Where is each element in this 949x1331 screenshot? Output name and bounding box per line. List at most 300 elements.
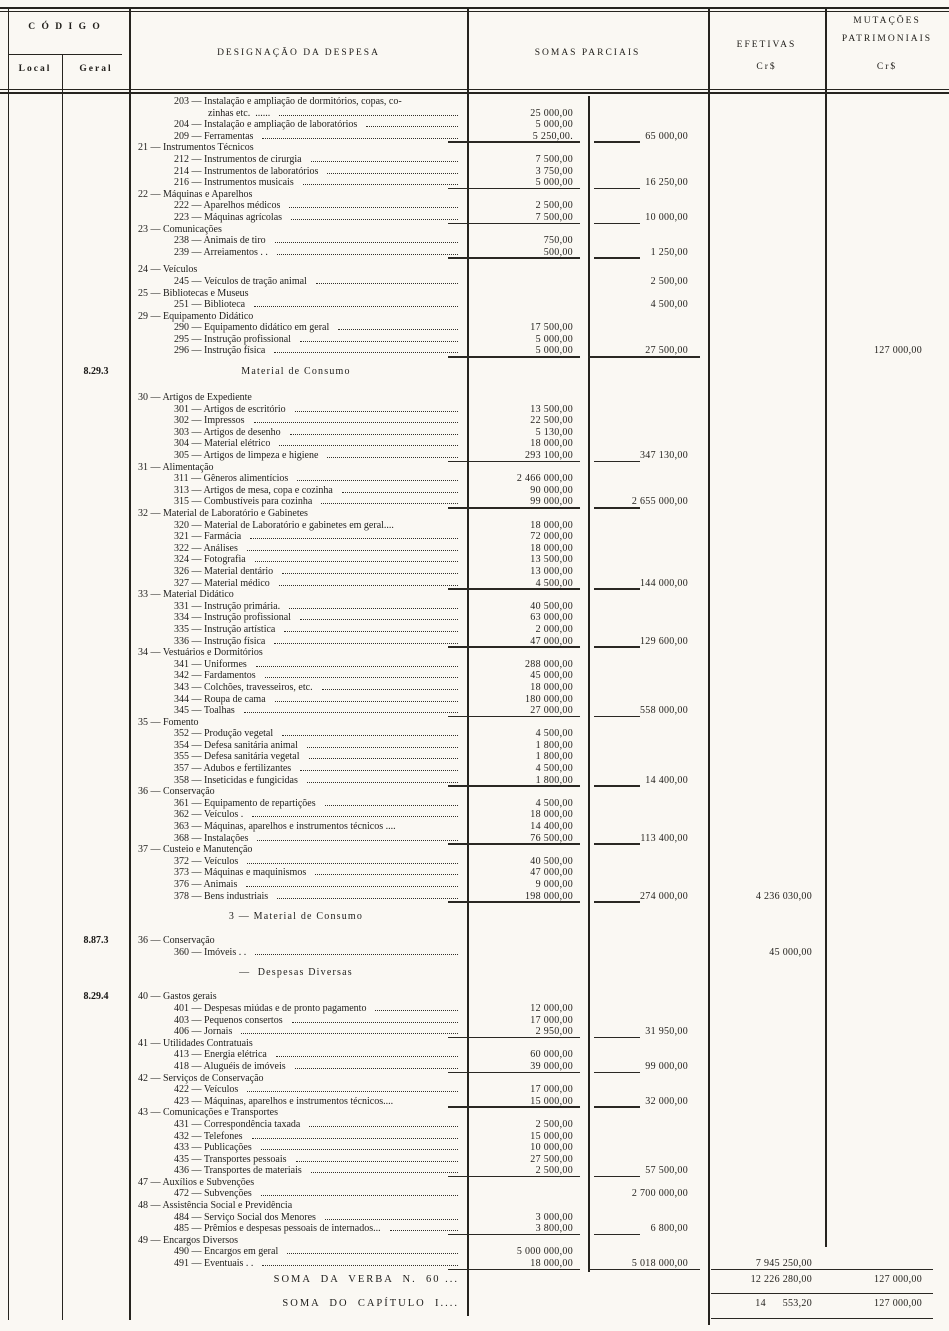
designacao-cell xyxy=(130,578,467,590)
geral-code-cell xyxy=(62,496,130,508)
soma-parcial-subtotal-cell xyxy=(588,415,708,427)
dot-leaders xyxy=(257,840,458,841)
group-separator-rule xyxy=(448,1234,580,1236)
efetivas-cell xyxy=(708,108,825,120)
designacao-cell xyxy=(130,404,467,416)
geral-code-cell xyxy=(62,462,130,474)
efetivas-cell xyxy=(708,508,825,520)
efetivas-cell xyxy=(708,1096,825,1108)
efetivas-cell xyxy=(708,589,825,601)
expense-row xyxy=(0,1142,949,1154)
soma-parcial-subtotal-cell: 4 500,00 xyxy=(650,299,688,311)
expense-label: 324 — Fotografia xyxy=(174,554,246,566)
expense-row xyxy=(0,740,949,752)
local-code-cell xyxy=(0,935,62,947)
designacao-cell xyxy=(130,276,467,288)
soma-parcial-subtotal-cell xyxy=(588,485,708,497)
group-separator-rule xyxy=(594,223,640,225)
expense-row xyxy=(0,670,949,682)
geral-code-cell xyxy=(62,879,130,891)
soma-parcial-cell: 9 000,00 xyxy=(535,879,573,890)
dot-leaders xyxy=(254,306,458,307)
expense-label: 32 — Material de Laboratório e Gabinetes xyxy=(138,508,308,519)
soma-parcial-cell: 1 800,00 xyxy=(535,774,573,786)
efetivas-cell xyxy=(708,334,825,346)
soma-parcial-cell: 750,00 xyxy=(543,235,573,247)
designacao-cell xyxy=(130,235,467,247)
geral-code-cell xyxy=(62,1188,130,1200)
group-separator-rule xyxy=(594,1176,640,1178)
designacao-cell xyxy=(130,508,467,520)
expense-row xyxy=(0,520,949,532)
local-code-cell xyxy=(0,531,62,543)
expense-row xyxy=(0,322,949,334)
local-code-cell xyxy=(0,1270,62,1294)
expense-label: 214 — Instrumentos de laboratórios xyxy=(174,165,319,177)
geral-code-cell xyxy=(62,717,130,729)
expense-label: 33 — Material Didático xyxy=(138,589,234,601)
soma-parcial-cell: 13 000,00 xyxy=(530,565,573,577)
efetivas-cell xyxy=(708,247,825,259)
geral-code-cell xyxy=(62,235,130,247)
soma-parcial-cell: 25 000,00 xyxy=(530,107,573,119)
soma-parcial-cell xyxy=(467,786,588,798)
dot-leaders xyxy=(307,747,458,748)
local-code-cell xyxy=(0,786,62,798)
expense-label: 361 — Equipamento de repartições xyxy=(174,797,316,809)
efetivas-cell xyxy=(708,554,825,566)
designacao-cell xyxy=(130,728,467,740)
soma-parcial-subtotal-cell xyxy=(588,809,708,821)
dot-leaders xyxy=(241,1033,458,1034)
designacao-cell xyxy=(130,200,467,212)
expense-row xyxy=(0,601,949,613)
group-row xyxy=(0,717,949,729)
expense-label: 301 — Artigos de escritório xyxy=(174,403,286,415)
geral-code-cell xyxy=(62,740,130,752)
efetivas-cell xyxy=(708,717,825,729)
expense-label: 326 — Material dentário xyxy=(174,565,274,577)
geral-code-cell xyxy=(62,264,130,276)
designacao-cell xyxy=(130,682,467,694)
expense-label: 36 — Conservação xyxy=(138,935,215,947)
mutacoes-cell xyxy=(825,276,949,288)
mutacoes-cell xyxy=(825,543,949,555)
geral-code-cell xyxy=(62,566,130,578)
soma-parcial-cell: 13 500,00 xyxy=(530,554,573,566)
local-code-cell xyxy=(0,911,62,928)
dot-leaders xyxy=(254,422,458,423)
efetivas-cell xyxy=(708,96,825,108)
designacao-cell xyxy=(130,96,467,108)
mutacoes-cell xyxy=(825,108,949,120)
local-code-cell xyxy=(0,1246,62,1258)
mutacoes-cell xyxy=(825,462,949,474)
efetivas-cell xyxy=(708,404,825,416)
designacao-cell xyxy=(130,694,467,706)
expense-row xyxy=(0,166,949,178)
mutacoes-cell xyxy=(825,991,949,1003)
geral-code-cell xyxy=(62,96,130,108)
designacao-cell xyxy=(130,1200,467,1212)
soma-parcial-cell xyxy=(467,276,588,288)
geral-code-cell xyxy=(62,1165,130,1177)
group-row xyxy=(0,647,949,659)
dot-leaders xyxy=(342,492,458,493)
mutacoes-total-rule xyxy=(815,1269,933,1271)
soma-parcial-cell: 10 000,00 xyxy=(530,1142,573,1154)
soma-parcial-subtotal-cell: 57 500,00 xyxy=(645,1165,688,1177)
soma-parcial-cell: 4 500,00 xyxy=(535,797,573,809)
mutacoes-cell xyxy=(825,142,949,154)
efetivas-cell xyxy=(708,392,825,404)
geral-code-cell xyxy=(62,612,130,624)
mutacoes-cell xyxy=(825,659,949,671)
expense-label: 354 — Defesa sanitária animal xyxy=(174,739,298,751)
soma-parcial-subtotal-cell xyxy=(588,856,708,868)
local-code-cell xyxy=(0,1165,62,1177)
expense-label: 36 — Conservação xyxy=(138,786,215,798)
soma-parcial-cell: 76 500,00 xyxy=(530,832,573,844)
soma-parcial-subtotal-cell xyxy=(588,728,708,740)
soma-parcial-subtotal-cell xyxy=(588,288,708,300)
expense-label: 320 — Material de Laboratório e gabinetes em geral.... xyxy=(174,519,394,531)
soma-parcial-subtotal-cell xyxy=(588,322,708,334)
efetivas-cell xyxy=(708,189,825,201)
designacao-cell xyxy=(130,891,467,903)
dot-leaders xyxy=(284,631,458,632)
designacao-cell xyxy=(130,438,467,450)
dot-leaders xyxy=(303,184,458,185)
designacao-cell xyxy=(130,357,467,366)
dot-leaders xyxy=(274,643,458,644)
geral-code-cell xyxy=(62,902,130,911)
efetivas-cell xyxy=(708,1142,825,1154)
soma-parcial-cell: 17 000,00 xyxy=(530,1084,573,1096)
mutacoes-cell xyxy=(825,288,949,300)
designacao-cell xyxy=(130,1246,467,1258)
dot-leaders xyxy=(279,585,458,586)
soma-parcial-cell xyxy=(467,844,588,856)
soma-parcial-cell: 47 000,00 xyxy=(530,635,573,647)
expense-row xyxy=(0,1049,949,1061)
local-code-cell xyxy=(0,485,62,497)
designacao-cell xyxy=(130,334,467,346)
mutacoes-cell xyxy=(825,1165,949,1177)
designacao-cell xyxy=(130,947,467,959)
soma-parcial-subtotal-cell xyxy=(588,189,708,201)
dot-leaders xyxy=(325,805,458,806)
mutacoes-cell xyxy=(825,554,949,566)
designacao-cell xyxy=(130,496,467,508)
mutacoes-cell xyxy=(825,1200,949,1212)
expense-label: 203 — Instalação e ampliação de dormitórios, copas, co- xyxy=(174,96,402,107)
soma-parcial-subtotal-cell xyxy=(588,1142,708,1154)
geral-code-cell xyxy=(62,322,130,334)
designacao-cell xyxy=(130,1107,467,1119)
local-code-cell xyxy=(0,1084,62,1096)
designacao-cell xyxy=(130,288,467,300)
local-code-cell xyxy=(0,867,62,879)
spacer-row xyxy=(0,928,949,935)
group-row xyxy=(0,142,949,154)
geral-code-cell xyxy=(62,967,130,984)
soma-parcial-subtotal-cell xyxy=(588,1235,708,1247)
dot-leaders xyxy=(300,341,458,342)
local-code-cell xyxy=(0,212,62,224)
soma-parcial-subtotal-cell xyxy=(588,821,708,833)
expense-label: 238 — Animais de tiro xyxy=(174,235,266,247)
expense-label: 296 — Instrução física xyxy=(174,345,266,357)
mutacoes-cell xyxy=(825,119,949,131)
local-code-cell xyxy=(0,404,62,416)
geral-code-cell xyxy=(62,357,130,366)
sum-label: SOMA DA VERBA N. 60 ... xyxy=(273,1273,459,1285)
efetivas-cell xyxy=(708,624,825,636)
designacao-cell xyxy=(130,1003,467,1015)
expense-label: 295 — Instrução profissional xyxy=(174,333,291,345)
geral-code-cell xyxy=(62,856,130,868)
designacao-cell xyxy=(130,485,467,497)
expense-label: 29 — Equipamento Didático xyxy=(138,310,254,322)
expense-label: 418 — Aluguéis de imóveis xyxy=(174,1060,286,1072)
soma-parcial-subtotal-cell: 10 000,00 xyxy=(645,211,688,223)
designacao-cell xyxy=(130,612,467,624)
spacer-row xyxy=(0,384,949,392)
mutacoes-cell xyxy=(825,264,949,276)
group-separator-rule xyxy=(448,1072,580,1074)
sum-label: SOMA DO CAPÍTULO I.... xyxy=(282,1297,459,1309)
local-code-cell xyxy=(0,947,62,959)
mutacoes-cell xyxy=(825,200,949,212)
soma-parcial-cell: 90 000,00 xyxy=(530,484,573,496)
local-code-cell xyxy=(0,450,62,462)
designacao-cell xyxy=(130,450,467,462)
group-separator-rule xyxy=(448,1037,580,1039)
mutacoes-cell xyxy=(825,740,949,752)
designacao-cell xyxy=(130,131,467,143)
dot-leaders xyxy=(256,666,458,667)
efetivas-cell xyxy=(708,1200,825,1212)
local-code-cell xyxy=(0,624,62,636)
spacer-row xyxy=(0,958,949,967)
geral-code-cell xyxy=(62,1223,130,1235)
group-separator-rule xyxy=(594,461,640,463)
local-code-cell xyxy=(0,928,62,935)
geral-code-cell xyxy=(62,508,130,520)
efetivas-cell xyxy=(708,1015,825,1027)
soma-parcial-subtotal-cell xyxy=(588,1154,708,1166)
geral-code-cell xyxy=(62,601,130,613)
soma-parcial-cell: 47 000,00 xyxy=(530,867,573,879)
mutacoes-cell xyxy=(825,154,949,166)
mutacoes-cell xyxy=(825,1131,949,1143)
geral-code-cell xyxy=(62,1061,130,1073)
local-code-cell xyxy=(0,415,62,427)
soma-parcial-subtotal-cell: 2 500,00 xyxy=(650,275,688,287)
efetivas-cell xyxy=(708,264,825,276)
mutacoes-cell xyxy=(825,473,949,485)
soma-parcial-subtotal-cell: 5 018 000,00 xyxy=(631,1258,688,1270)
soma-parcial-subtotal-cell xyxy=(588,1049,708,1061)
efetivas-cell xyxy=(708,636,825,648)
local-code-cell xyxy=(0,1319,62,1325)
local-code-cell xyxy=(0,751,62,763)
geral-code-cell xyxy=(62,1038,130,1050)
soma-parcial-subtotal-cell: 2 700 000,00 xyxy=(631,1188,688,1200)
local-code-cell xyxy=(0,427,62,439)
soma-parcial-cell xyxy=(467,1319,588,1325)
soma-parcial-cell xyxy=(467,288,588,300)
geral-code-cell xyxy=(62,682,130,694)
group-separator-rule xyxy=(448,1106,580,1108)
soma-parcial-cell: 3 750,00 xyxy=(535,165,573,177)
expense-label: 204 — Instalação e ampliação de laboratórios xyxy=(174,119,358,131)
efetivas-cell xyxy=(708,809,825,821)
designacao-cell xyxy=(130,902,467,911)
designacao-cell xyxy=(130,154,467,166)
geral-code-cell xyxy=(62,1026,130,1038)
expense-label: 22 — Máquinas e Aparelhos xyxy=(138,188,253,200)
local-code-cell xyxy=(0,1107,62,1119)
expense-label: 31 — Alimentação xyxy=(138,461,214,473)
mutacoes-cell xyxy=(825,833,949,845)
local-code-cell xyxy=(0,984,62,991)
soma-parcial-cell xyxy=(467,1038,588,1050)
soma-parcial-cell xyxy=(467,947,588,959)
local-code-cell xyxy=(0,247,62,259)
local-code-cell xyxy=(0,798,62,810)
local-code-cell xyxy=(0,821,62,833)
mutacoes-cell xyxy=(825,751,949,763)
geral-code-cell xyxy=(62,224,130,236)
expense-label: 302 — Impressos xyxy=(174,415,245,427)
expense-label: 34 — Vestuários e Dormitórios xyxy=(138,647,263,659)
mutacoes-cell xyxy=(825,299,949,311)
soma-parcial-subtotal-cell: 32 000,00 xyxy=(645,1095,688,1107)
soma-parcial-cell: 3 800,00 xyxy=(535,1223,573,1235)
dot-leaders xyxy=(275,242,458,243)
group-separator-rule xyxy=(448,1176,580,1178)
soma-parcial-subtotal-cell xyxy=(588,531,708,543)
mutacoes-cell xyxy=(825,1061,949,1073)
geral-code-cell xyxy=(62,728,130,740)
local-code-cell xyxy=(0,891,62,903)
dot-leaders xyxy=(246,886,458,887)
local-code-cell xyxy=(0,1073,62,1085)
mutacoes-cell xyxy=(825,578,949,590)
local-code-cell xyxy=(0,131,62,143)
designacao-cell xyxy=(130,991,467,1003)
expense-label: 48 — Assistência Social e Previdência xyxy=(138,1200,293,1212)
mutacoes-column-header-line1: MUTAÇÕES xyxy=(853,16,921,26)
soma-parcial-subtotal-cell xyxy=(588,108,708,120)
dot-leaders xyxy=(277,898,458,899)
expense-row xyxy=(0,554,949,566)
soma-parcial-subtotal-cell xyxy=(588,508,708,520)
table-body xyxy=(0,96,949,1325)
designacao-cell xyxy=(130,1142,467,1154)
efetivas-cell xyxy=(708,879,825,891)
efetivas-cell xyxy=(708,1235,825,1247)
efetivas-cell xyxy=(708,670,825,682)
expense-row xyxy=(0,856,949,868)
expense-label: 23 — Comunicações xyxy=(138,223,222,235)
designacao-cell xyxy=(130,366,467,384)
mutacoes-cell xyxy=(825,1084,949,1096)
designacao-cell xyxy=(130,392,467,404)
soma-parcial-cell: 12 000,00 xyxy=(530,1002,573,1014)
group-separator-rule xyxy=(594,1234,640,1236)
geral-code-cell xyxy=(62,177,130,189)
expense-label: 223 — Máquinas agrícolas xyxy=(174,211,283,223)
geral-code-cell xyxy=(62,589,130,601)
designacao-cell xyxy=(130,1258,467,1270)
efetivas-total-rule xyxy=(711,1293,823,1295)
mutacoes-cell xyxy=(825,357,949,366)
mutacoes-cell xyxy=(825,636,949,648)
soma-parcial-subtotal-cell xyxy=(588,902,708,911)
efetivas-cell xyxy=(708,601,825,613)
dot-leaders xyxy=(375,1010,458,1011)
mutacoes-cell xyxy=(825,1049,949,1061)
geral-code-cell xyxy=(62,636,130,648)
designacao-cell xyxy=(130,108,467,120)
geral-code-cell xyxy=(62,1270,130,1294)
codigo-header: C Ó D I G O xyxy=(28,22,102,32)
expense-row xyxy=(0,485,949,497)
soma-parcial-subtotal-cell xyxy=(588,427,708,439)
geral-code-cell xyxy=(62,809,130,821)
group-separator-rule xyxy=(448,716,580,718)
designacao-cell xyxy=(130,1319,467,1325)
designacao-cell xyxy=(130,166,467,178)
local-code-cell xyxy=(0,1038,62,1050)
soma-parcial-subtotal-cell xyxy=(588,520,708,532)
soma-parcial-cell xyxy=(467,911,588,928)
local-code-cell xyxy=(0,612,62,624)
soma-parcial-cell: 18 000,00 xyxy=(530,519,573,531)
efetivas-cell xyxy=(708,345,825,357)
efetivas-cell xyxy=(708,520,825,532)
efetivas-cell xyxy=(708,1223,825,1235)
expense-label: 345 — Toalhas xyxy=(174,705,235,717)
designacao-cell xyxy=(130,415,467,427)
soma-parcial-subtotal-cell xyxy=(588,543,708,555)
local-code-cell xyxy=(0,1026,62,1038)
mutacoes-total-rule xyxy=(815,1293,933,1295)
soma-parcial-cell: 40 500,00 xyxy=(530,855,573,867)
local-code-cell xyxy=(0,682,62,694)
efetivas-cell xyxy=(708,728,825,740)
designacao-cell xyxy=(130,1026,467,1038)
dot-leaders xyxy=(289,608,458,609)
efetivas-currency-unit: Cr$ xyxy=(756,62,777,72)
soma-parcial-subtotal-cell xyxy=(588,928,708,935)
soma-parcial-subtotal-cell xyxy=(588,624,708,636)
expense-row xyxy=(0,235,949,247)
subtotal-rule xyxy=(588,356,700,358)
soma-parcial-cell: 288 000,00 xyxy=(525,658,573,670)
efetivas-cell xyxy=(708,427,825,439)
soma-parcial-cell: 4 500,00 xyxy=(535,728,573,740)
local-code-cell xyxy=(0,991,62,1003)
soma-parcial-subtotal-cell xyxy=(588,334,708,346)
expense-label: 373 — Máquinas e maquinismos xyxy=(174,867,307,879)
soma-parcial-cell: 7 500,00 xyxy=(535,211,573,223)
mutacoes-cell xyxy=(825,496,949,508)
designacao-cell xyxy=(130,935,467,947)
